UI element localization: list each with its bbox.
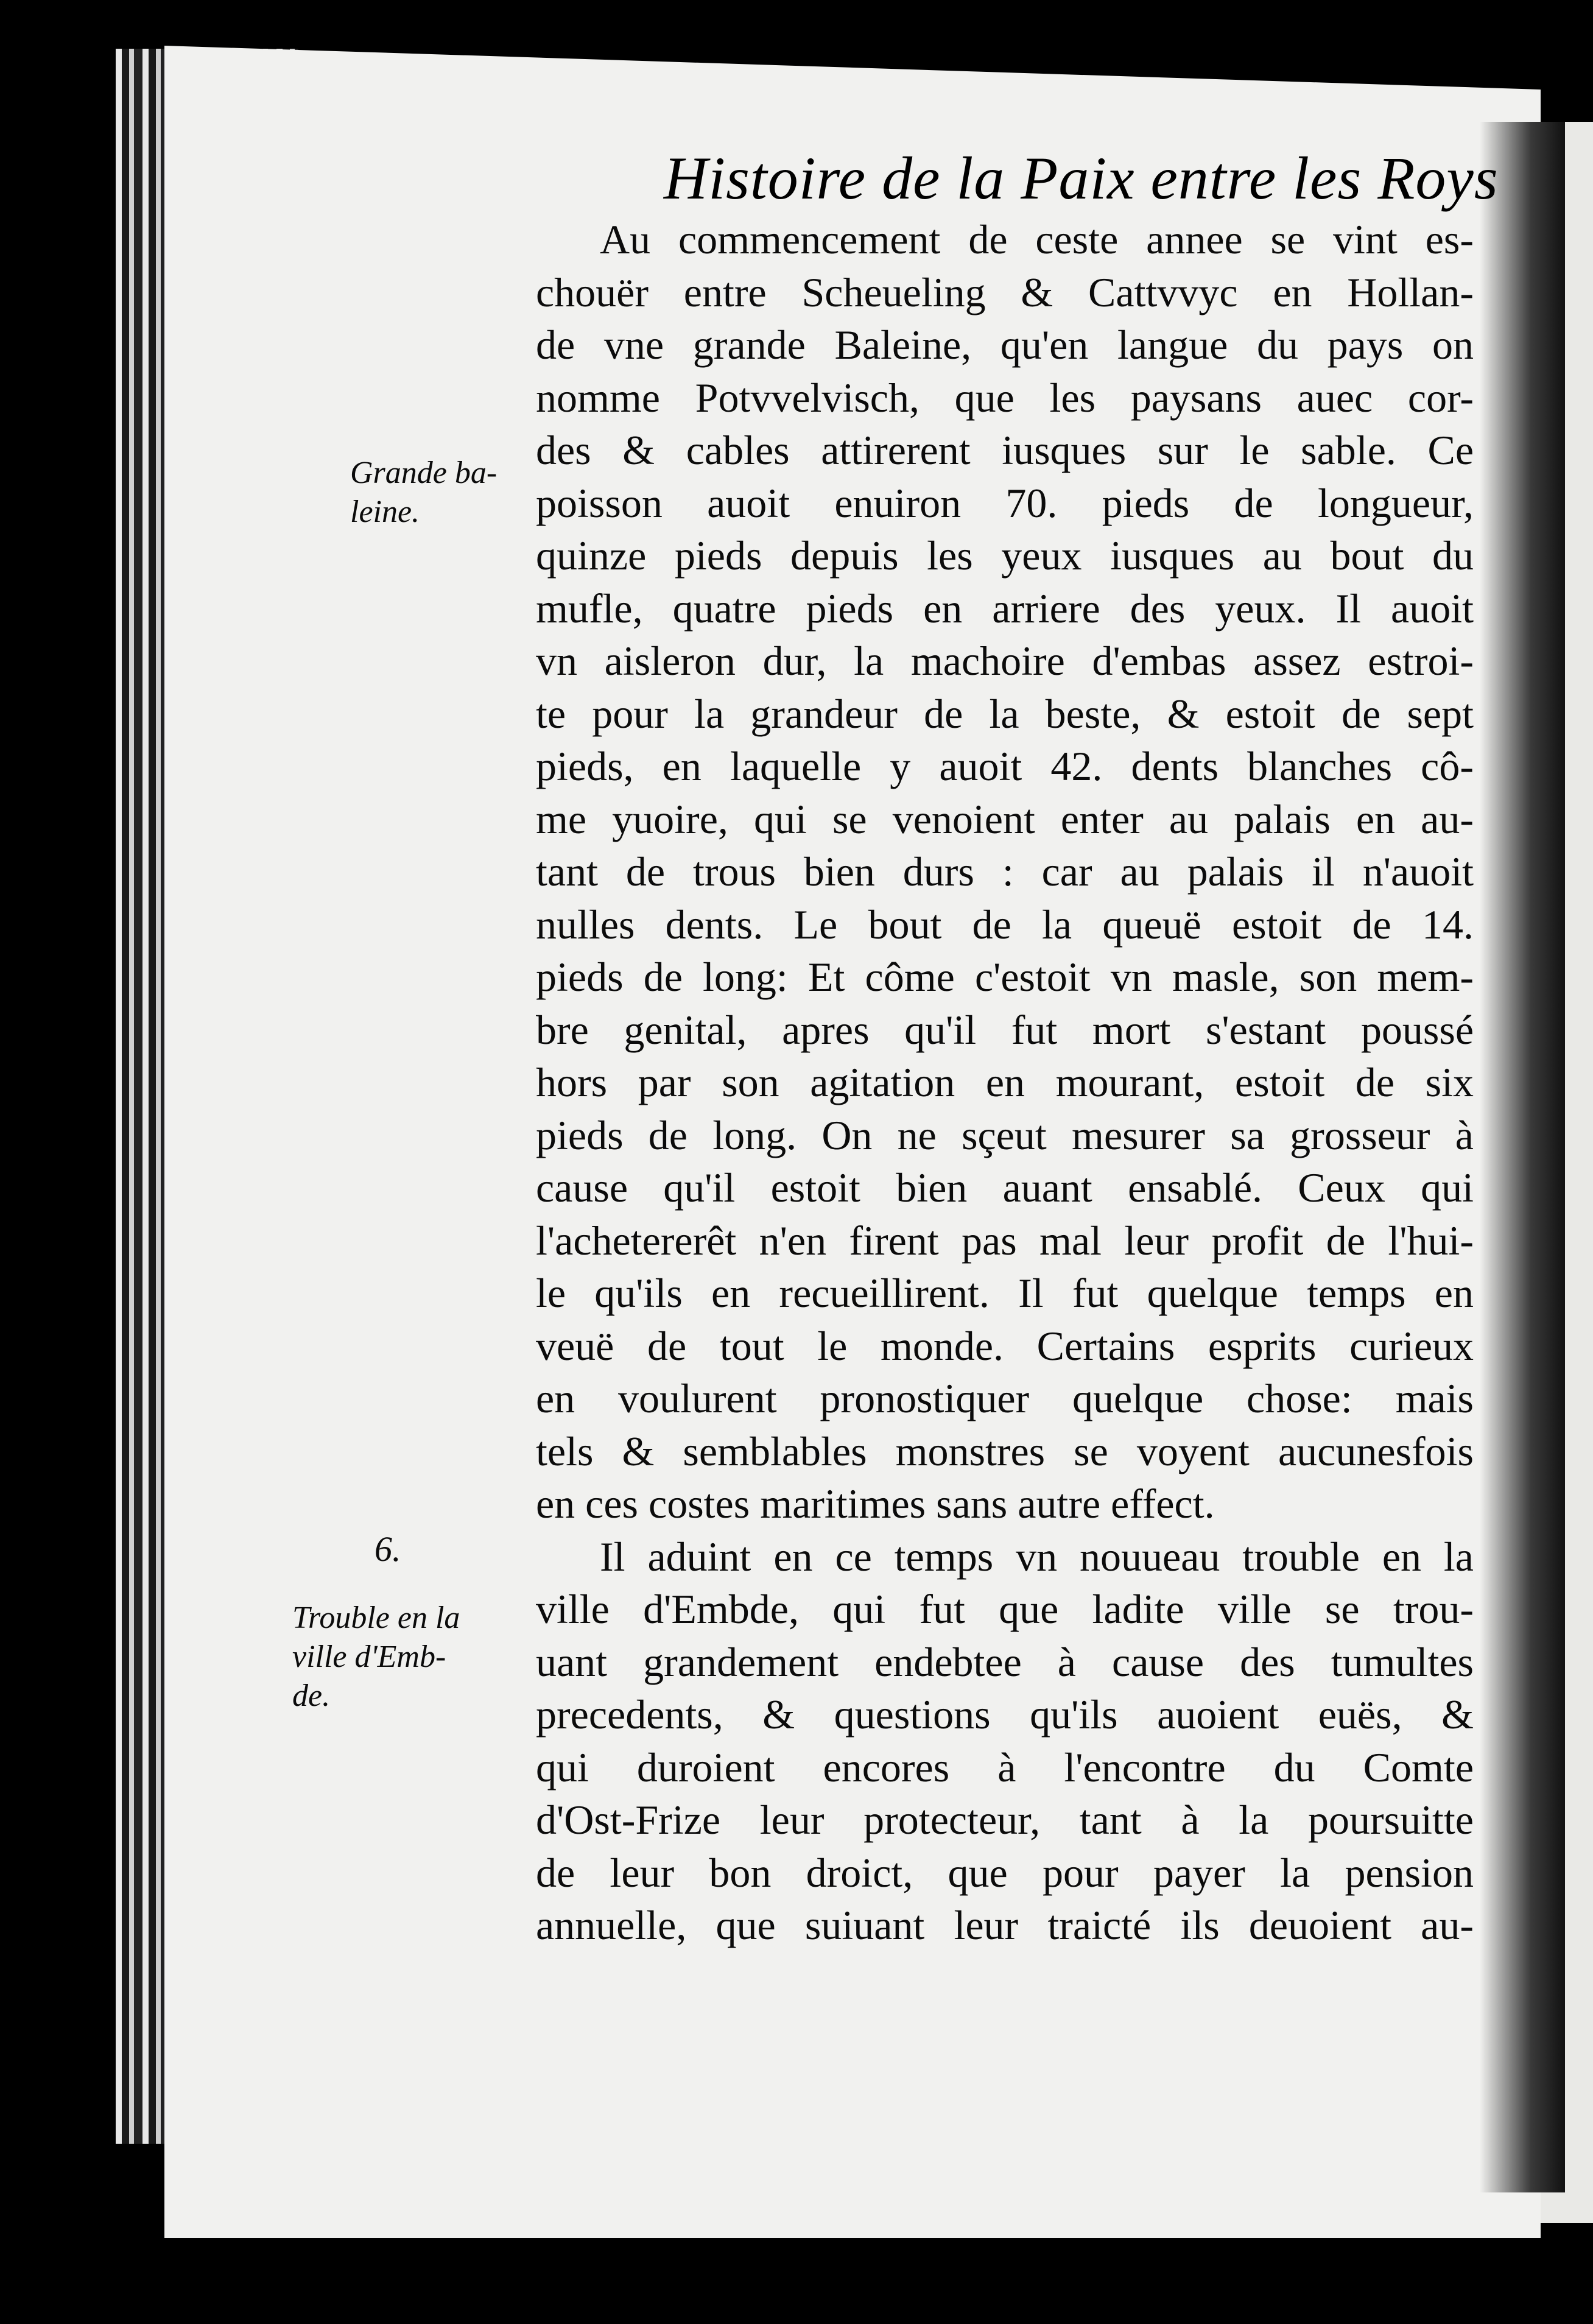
text-line: te pour la grandeur de la beste, & estoit de sept (536, 690, 1474, 737)
text-line: l'achetererêt n'en firent pas mal leur profit de l'hui- (536, 1217, 1474, 1264)
margin-note-line: Trouble en la (292, 1600, 460, 1635)
text-line: de vne grande Baleine, qu'en langue du pays on (536, 322, 1474, 368)
text-line: poisson auoit enuiron 70. pieds de longueur, (536, 479, 1474, 526)
text-line: hors par son agitation en mourant, estoit de six (536, 1059, 1474, 1105)
text-line: des & cables attirerent iusques sur le sable. Ce (536, 427, 1474, 473)
body-text (536, 213, 1474, 1952)
text-line: en voulurent pronostiquer quelque chose: mais (536, 1375, 1474, 1421)
text-line: pieds de long. On ne sçeut mesurer sa grosseur à (536, 1111, 1474, 1158)
text-line: qui duroient encores à l'encontre du Comte (536, 1744, 1474, 1791)
text-line: Au commencement de ceste annee se vint es- (600, 216, 1474, 262)
text-line: bre genital, apres qu'il fut mort s'estant poussé (536, 1006, 1474, 1053)
margin-note-line: Grande ba- (350, 456, 498, 490)
margin-note-line: leine. (350, 495, 420, 529)
text-line: precedents, & questions qu'ils auoient euës, & (536, 1691, 1474, 1738)
margin-note-whale (350, 454, 497, 532)
text-line: d'Ost-Frize leur protecteur, tant à la poursuitte (536, 1797, 1474, 1843)
text-line: vn aisleron dur, la machoire d'embas assez estroi- (536, 638, 1474, 684)
text-line: ville d'Embde, qui fut que ladite ville se trou- (536, 1586, 1474, 1632)
margin-note-line: ville d'Emb- (292, 1639, 446, 1674)
text-line: pieds de long: Et côme c'estoit vn masle, son mem- (536, 954, 1474, 1000)
text-line: cause qu'il estoit bien auant ensablé. Ceux qui (536, 1164, 1474, 1211)
text-line: tels & semblables monstres se voyent aucunesfois (536, 1428, 1474, 1474)
text-line: veuë de tout le monde. Certains esprits curieux (536, 1322, 1474, 1369)
text-line: chouër entre Scheueling & Cattvvyc en Hollan- (536, 269, 1474, 315)
text-line: en ces costes maritimes sans autre effect. (536, 1481, 1215, 1527)
section-number: 6. (375, 1529, 401, 1569)
text-line: de leur bon droict, que pour payer la pension (536, 1849, 1474, 1896)
text-line: mufle, quatre pieds en arriere des yeux. Il auoit (536, 585, 1474, 632)
text-line: uant grandement endebtee à cause des tumultes (536, 1638, 1474, 1685)
text-line: Il aduint en ce temps vn nouueau trouble en la (600, 1533, 1474, 1580)
margin-note-line: de. (292, 1678, 331, 1713)
text-line: me yuoire, qui se venoient enter au palais en au- (536, 795, 1474, 842)
text-line: annuelle, que suiuant leur traicté ils deuoient au- (536, 1902, 1474, 1948)
gutter-shadow (1480, 122, 1565, 2192)
text-line: quinze pieds depuis les yeux iusques au bout du (536, 532, 1474, 579)
text-line: pieds, en laquelle y auoit 42. dents blanches cô- (536, 743, 1474, 789)
text-line: tant de trous bien durs : car au palais il n'auoit (536, 848, 1474, 895)
running-title: Histoire de la Paix entre les Roys (664, 144, 1499, 212)
margin-note-trouble (292, 1599, 460, 1716)
text-line: nomme Potvvelvisch, que les paysans auec cor- (536, 374, 1474, 421)
text-line: nulles dents. Le bout de la queuë estoit de 14. (536, 901, 1474, 948)
text-line: le qu'ils en recueillirent. Il fut quelque temps en (536, 1270, 1474, 1316)
